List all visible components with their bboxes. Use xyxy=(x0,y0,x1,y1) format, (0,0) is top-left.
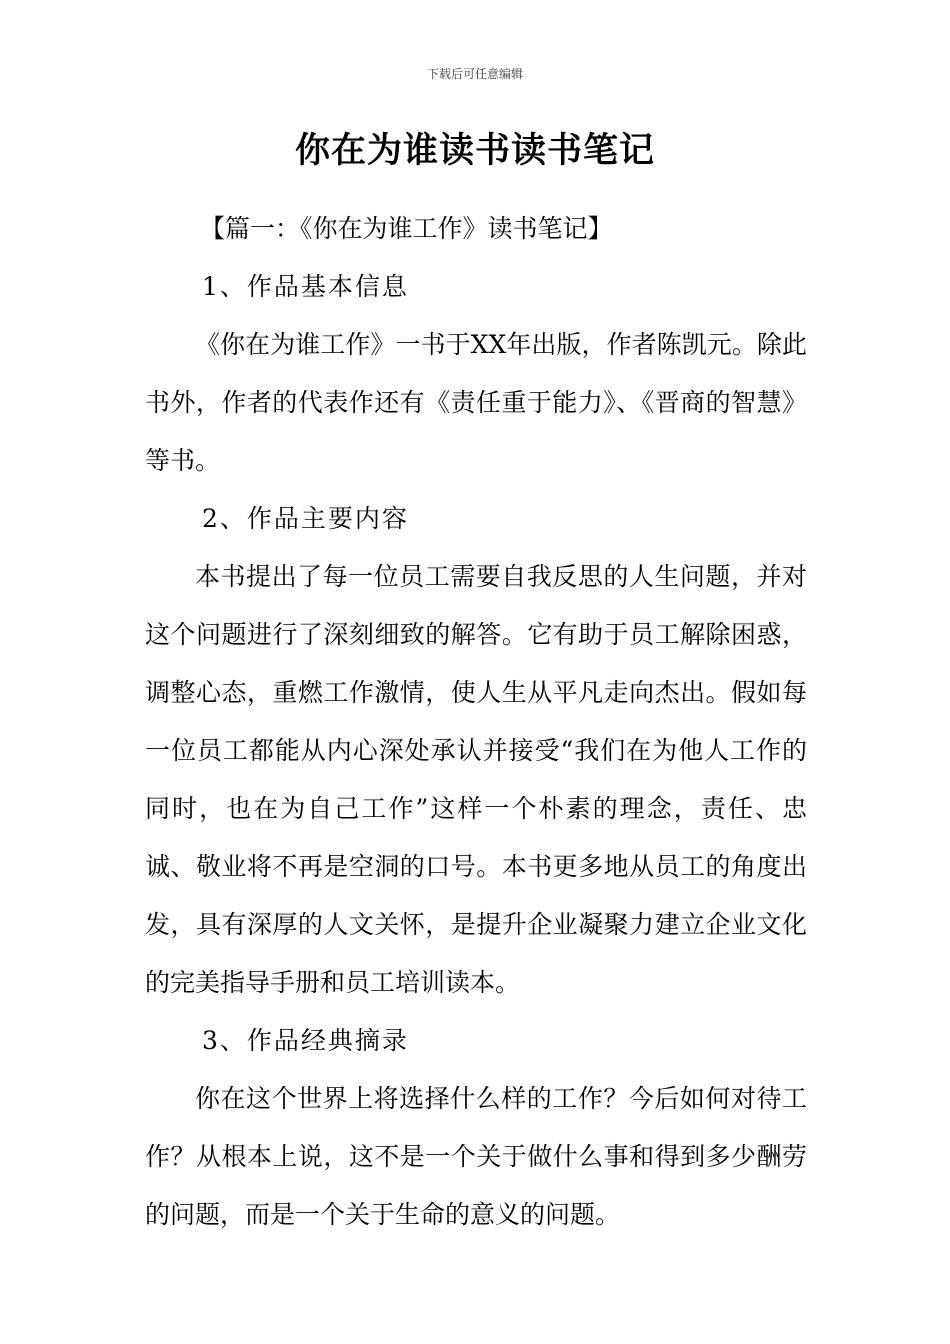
section-paragraph: 本书提出了每一位员工需要自我反思的人生问题，并对这个问题进行了深刻细致的解答。它有助于员工解除困惑，调整心态，重燃工作激情，使人生从平凡走向杰出。假如每一位员工都能从内心深处承认并接受“我们在为他人工作的同时，也在为自己工作”这样一个朴素的理念，责任、忠诚、敬业将不再是空洞的口号。本书更多地从员工的角度出发，具有深厚的人文关怀，是提升企业凝聚力建立企业文化的完美指导手册和员工培训读本。 xyxy=(145,562,807,997)
section-paragraph: 你在这个世界上将选择什么样的工作？今后如何对待工作？从根本上说，这不是一个关于做什么事和得到多少酬劳的问题，而是一个关于生命的意义的问题。 xyxy=(145,1084,807,1229)
section-heading: 1、作品基本信息 xyxy=(202,272,409,301)
document-title: 你在为谁读书读书笔记 xyxy=(294,131,655,171)
section-heading: 2、作品主要内容 xyxy=(202,504,409,533)
section-heading: 3、作品经典摘录 xyxy=(202,1026,409,1055)
header-note: 下载后可任意编辑 xyxy=(426,67,523,81)
section-paragraph: 《你在为谁工作》一书于XX年出版，作者陈凯元。除此书外，作者的代表作还有《责任重于能力》、《晋商的智慧》等书。 xyxy=(145,330,807,475)
chapter-heading: 【篇一：《你在为谁工作》读书笔记】 xyxy=(200,214,613,243)
document-body xyxy=(145,200,807,1244)
